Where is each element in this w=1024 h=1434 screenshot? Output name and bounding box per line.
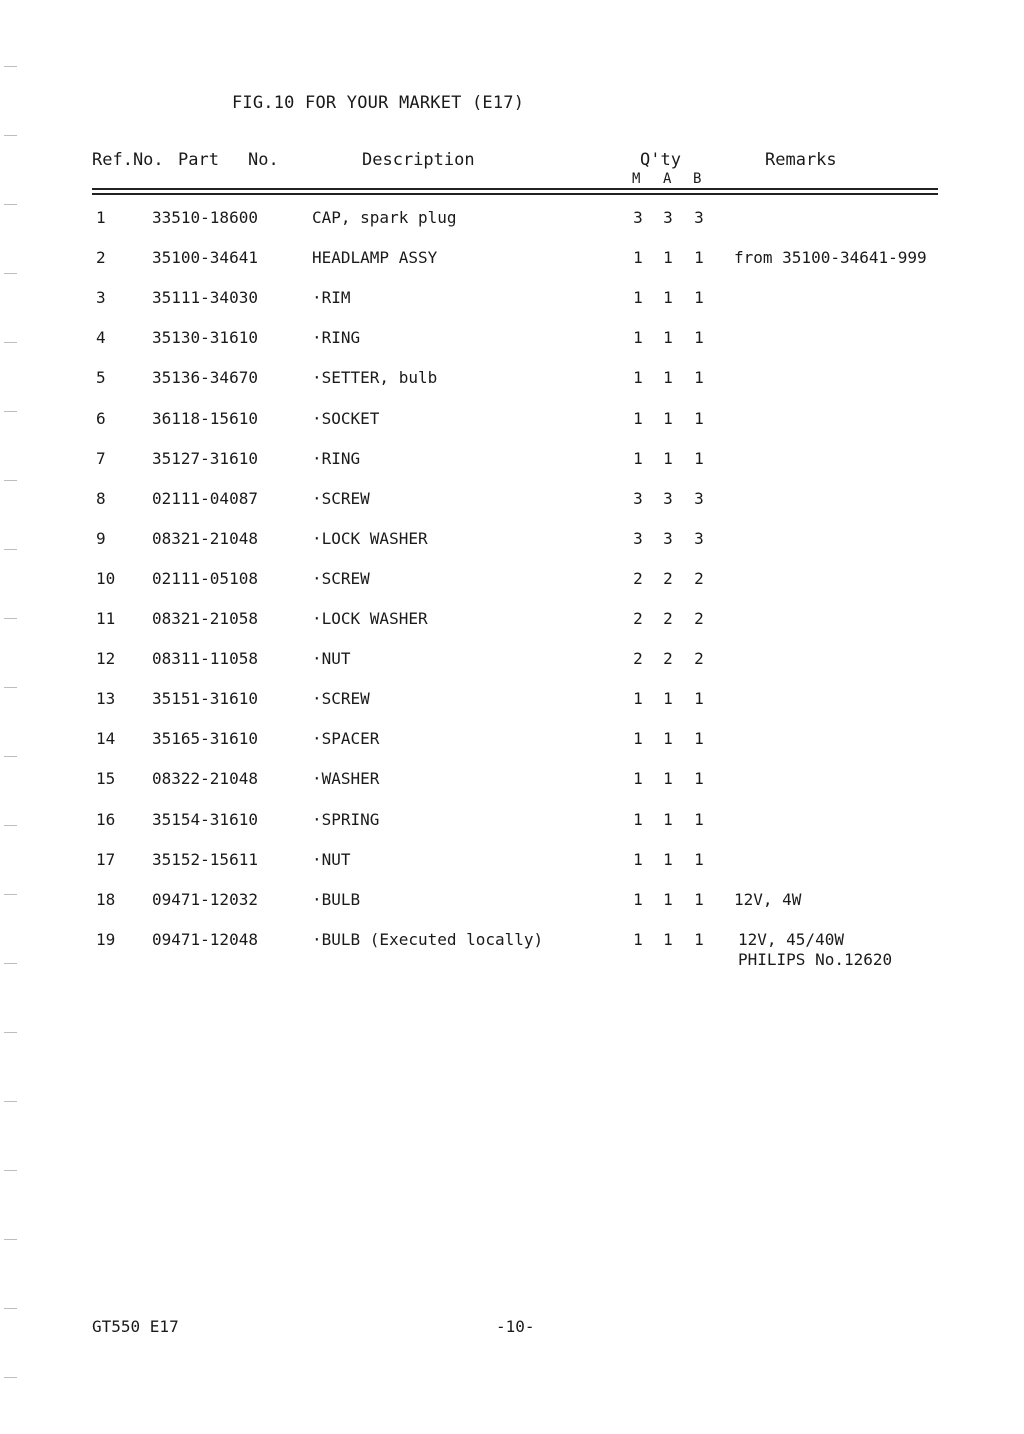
margin-tick: [4, 66, 17, 67]
margin-tick: [4, 687, 17, 688]
margin-tick: [4, 756, 17, 757]
ref-no-cell: 18: [96, 889, 116, 909]
qty-a-cell: 1: [663, 729, 673, 749]
margin-tick: [4, 1032, 17, 1033]
part-no-cell: 02111-04087: [152, 488, 258, 508]
ref-no-cell: 3: [96, 288, 106, 308]
qty-m-cell: 1: [633, 328, 643, 348]
table-row: [0, 489, 1024, 513]
header-no: No.: [248, 150, 279, 170]
margin-tick: [4, 1170, 17, 1171]
qty-b-cell: 1: [694, 288, 704, 308]
table-row: [0, 729, 1024, 753]
qty-a-cell: 1: [663, 408, 673, 428]
qty-a-cell: 3: [663, 208, 673, 227]
qty-a-cell: 1: [663, 368, 673, 388]
ref-no-cell: 11: [96, 609, 116, 628]
part-no-cell: 09471-12032: [152, 889, 258, 909]
description-cell: ·NUT: [312, 849, 351, 869]
margin-tick: [4, 618, 17, 619]
qty-b-cell: 1: [694, 328, 704, 348]
description-cell: ·SCREW: [312, 488, 370, 508]
table-row: [0, 368, 1024, 392]
part-no-cell: 35130-31610: [152, 328, 258, 348]
qty-m-cell: 1: [633, 368, 643, 388]
margin-tick: [4, 894, 17, 895]
qty-m-cell: 2: [633, 609, 643, 628]
qty-a-cell: 1: [663, 849, 673, 869]
qty-a-cell: 1: [663, 248, 673, 268]
qty-m-cell: 2: [633, 649, 643, 669]
description-cell: ·NUT: [312, 649, 351, 669]
header-remarks: Remarks: [765, 150, 837, 170]
ref-no-cell: 10: [96, 568, 116, 588]
description-cell: ·SOCKET: [312, 408, 380, 428]
qty-m-cell: 3: [633, 208, 643, 227]
qty-b-cell: 1: [694, 729, 704, 749]
ref-no-cell: 1: [96, 208, 106, 227]
ref-no-cell: 19: [96, 929, 116, 949]
header-qty-m: M: [632, 171, 641, 187]
remarks-cell: 12V, 45/40W: [738, 929, 844, 949]
description-cell: ·RING: [312, 328, 361, 348]
qty-m-cell: 1: [633, 729, 643, 749]
ref-no-cell: 16: [96, 809, 116, 829]
qty-b-cell: 2: [694, 609, 704, 628]
qty-b-cell: 1: [694, 368, 704, 388]
qty-a-cell: 1: [663, 809, 673, 829]
table-row: [0, 288, 1024, 312]
table-row: [0, 769, 1024, 793]
part-no-cell: 35152-15611: [152, 849, 258, 869]
header-description: Description: [362, 150, 475, 170]
ref-no-cell: 14: [96, 729, 116, 749]
description-cell: ·SETTER, bulb: [312, 368, 438, 388]
description-cell: ·LOCK WASHER: [312, 528, 428, 548]
qty-b-cell: 1: [694, 809, 704, 829]
qty-m-cell: 1: [633, 288, 643, 308]
qty-a-cell: 1: [663, 288, 673, 308]
table-row: [0, 328, 1024, 352]
margin-tick: [4, 1239, 17, 1240]
qty-b-cell: 1: [694, 929, 704, 949]
margin-tick: [4, 549, 17, 550]
ref-no-cell: 5: [96, 368, 106, 388]
qty-m-cell: 1: [633, 929, 643, 949]
qty-a-cell: 3: [663, 488, 673, 508]
page-title: FIG.10 FOR YOUR MARKET (E17): [232, 93, 525, 113]
qty-a-cell: 2: [663, 609, 673, 628]
ref-no-cell: 13: [96, 689, 116, 709]
table-row: [0, 929, 1024, 969]
part-no-cell: 35151-31610: [152, 689, 258, 709]
margin-tick: [4, 825, 17, 826]
ref-no-cell: 9: [96, 528, 106, 548]
margin-tick: [4, 1377, 17, 1378]
table-row: [0, 810, 1024, 834]
qty-a-cell: 1: [663, 689, 673, 709]
qty-m-cell: 1: [633, 408, 643, 428]
ref-no-cell: 7: [96, 448, 106, 468]
ref-no-cell: 2: [96, 248, 106, 268]
qty-m-cell: 1: [633, 809, 643, 829]
qty-m-cell: 2: [633, 568, 643, 588]
description-cell: ·WASHER: [312, 769, 380, 789]
qty-b-cell: 1: [694, 408, 704, 428]
header-ref-no: Ref.No.: [92, 150, 164, 170]
qty-m-cell: 1: [633, 248, 643, 268]
header-rule-bottom: [92, 193, 938, 195]
header-qty: Q'ty: [640, 150, 681, 170]
part-no-cell: 08321-21058: [152, 609, 258, 628]
ref-no-cell: 8: [96, 488, 106, 508]
qty-b-cell: 1: [694, 889, 704, 909]
qty-m-cell: 1: [633, 448, 643, 468]
footer-model: GT550 E17: [92, 1317, 179, 1336]
description-cell: ·SPRING: [312, 809, 380, 829]
description-cell: CAP, spark plug: [312, 208, 457, 227]
part-no-cell: 36118-15610: [152, 408, 258, 428]
qty-a-cell: 2: [663, 568, 673, 588]
part-no-cell: 08321-21048: [152, 528, 258, 548]
header-part: Part: [178, 150, 219, 170]
table-row: [0, 609, 1024, 633]
description-cell: ·RING: [312, 448, 361, 468]
table-row: [0, 208, 1024, 232]
ref-no-cell: 4: [96, 328, 106, 348]
part-no-cell: 35165-31610: [152, 729, 258, 749]
margin-tick: [4, 1101, 17, 1102]
description-cell: ·LOCK WASHER: [312, 609, 428, 628]
header-qty-a: A: [663, 171, 672, 187]
part-no-cell: 09471-12048: [152, 929, 258, 949]
part-no-cell: 02111-05108: [152, 568, 258, 588]
header-rule-top: [92, 188, 938, 190]
qty-a-cell: 2: [663, 649, 673, 669]
margin-tick: [4, 204, 17, 205]
table-row: [0, 850, 1024, 874]
description-cell: ·SCREW: [312, 568, 370, 588]
table-row: [0, 409, 1024, 433]
table-row: [0, 689, 1024, 713]
ref-no-cell: 12: [96, 649, 116, 669]
table-row: [0, 890, 1024, 914]
qty-m-cell: 1: [633, 889, 643, 909]
table-row: [0, 569, 1024, 593]
margin-tick: [4, 1308, 17, 1309]
qty-b-cell: 1: [694, 448, 704, 468]
qty-b-cell: 1: [694, 689, 704, 709]
qty-m-cell: 1: [633, 849, 643, 869]
part-no-cell: 35127-31610: [152, 448, 258, 468]
qty-b-cell: 3: [694, 488, 704, 508]
footer-page-number: -10-: [496, 1317, 535, 1336]
description-cell: ·RIM: [312, 288, 351, 308]
margin-tick: [4, 480, 17, 481]
description-cell: ·BULB: [312, 889, 361, 909]
qty-b-cell: 1: [694, 849, 704, 869]
part-no-cell: 35100-34641: [152, 248, 258, 268]
ref-no-cell: 15: [96, 769, 116, 789]
remarks-cell: 12V, 4W: [734, 889, 802, 909]
qty-a-cell: 1: [663, 328, 673, 348]
table-row: [0, 248, 1024, 272]
description-cell: ·SPACER: [312, 729, 380, 749]
part-no-cell: 35136-34670: [152, 368, 258, 388]
qty-m-cell: 3: [633, 528, 643, 548]
part-no-cell: 08322-21048: [152, 769, 258, 789]
ref-no-cell: 6: [96, 408, 106, 428]
qty-a-cell: 1: [663, 448, 673, 468]
qty-b-cell: 3: [694, 528, 704, 548]
qty-m-cell: 1: [633, 769, 643, 789]
margin-tick: [4, 342, 17, 343]
part-no-cell: 08311-11058: [152, 649, 258, 669]
margin-tick: [4, 963, 17, 964]
table-row: [0, 649, 1024, 673]
qty-b-cell: 2: [694, 649, 704, 669]
qty-a-cell: 1: [663, 889, 673, 909]
qty-m-cell: 1: [633, 689, 643, 709]
qty-b-cell: 1: [694, 769, 704, 789]
qty-a-cell: 1: [663, 929, 673, 949]
remarks-cell: from 35100-34641-999: [734, 248, 927, 268]
qty-m-cell: 3: [633, 488, 643, 508]
part-no-cell: 35111-34030: [152, 288, 258, 308]
part-no-cell: 33510-18600: [152, 208, 258, 227]
margin-tick: [4, 135, 17, 136]
table-row: [0, 529, 1024, 553]
part-no-cell: 35154-31610: [152, 809, 258, 829]
qty-b-cell: 2: [694, 568, 704, 588]
ref-no-cell: 17: [96, 849, 116, 869]
margin-tick: [4, 411, 17, 412]
qty-a-cell: 3: [663, 528, 673, 548]
description-cell: ·BULB (Executed locally): [312, 929, 544, 949]
qty-a-cell: 1: [663, 769, 673, 789]
description-cell: ·SCREW: [312, 689, 370, 709]
remarks-cell-line2: PHILIPS No.12620: [738, 949, 893, 969]
table-row: [0, 449, 1024, 473]
margin-tick: [4, 273, 17, 274]
qty-b-cell: 1: [694, 248, 704, 268]
qty-b-cell: 3: [694, 208, 704, 227]
description-cell: HEADLAMP ASSY: [312, 248, 438, 268]
header-qty-b: B: [693, 171, 702, 187]
